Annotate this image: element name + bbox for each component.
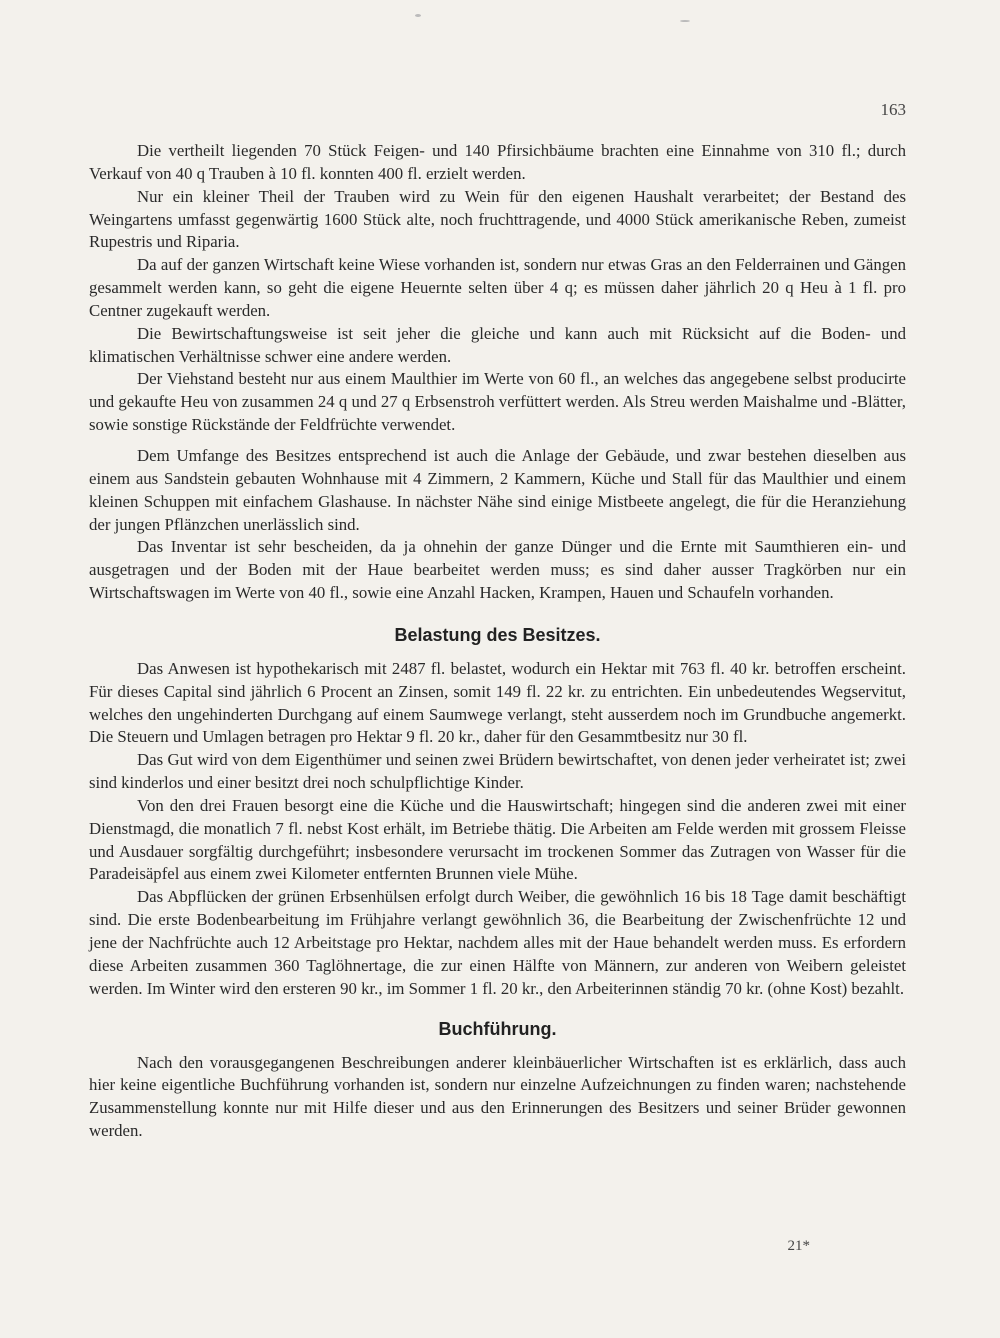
paragraph: Das Inventar ist sehr bescheiden, da ja ohnehin der ganze Dünger und die Ernte mit Saumthieren ein- und ausgetragen und der Boden mit der Haue bearbeitet werden muss; es sind daher ausser Tragkörben nur ein Wirtschaftswagen im Werte von 40 fl., sowie eine Anzahl Hacken, Krampen, Hauen und Schaufeln vorhanden. [89, 537, 906, 603]
page-number: 163 [880, 100, 906, 119]
paragraph: Da auf der ganzen Wirtschaft keine Wiese vorhanden ist, sondern nur etwas Gras an den Felderrainen und Gängen gesammelt werden kann, so geht die eigene Heuernte selten über 4 q; es müssen daher jährlich 20 q Heu à 1 fl. pro Centner zugekauft werden. [89, 255, 906, 320]
paragraph: Nur ein kleiner Theil der Trauben wird zu Wein für den eigenen Haushalt verarbeitet; der Bestand des Weingartens umfasst gegenwärtig 1600 Stück alte, noch fruchttragende, und 4000 Stück amerikanische Reben, zumeist Rupestris und Riparia. [89, 186, 906, 252]
scan-speck [415, 14, 421, 17]
paragraph: Der Viehstand besteht nur aus einem Maulthier im Werte von 60 fl., an welches das angegebene selbst producirte und gekaufte Heu von zusammen 24 q und 27 q Erbsenstroh verfüttert werden. Als Streu werden Maishalme und -Blätter, sowie sonstige Rückstände der Feldfrüchte verwendet. [89, 369, 906, 435]
paragraph: Nach den vorausgegangenen Beschreibungen anderer kleinbäuerlicher Wirtschaften ist es erklärlich, dass auch hier keine eigentliche Buchführung vorhanden ist, sondern nur einzelne Aufzeichnungen zu finden waren; nachstehende Zusammenstellung konnte nur mit Hilfe dieser und aus den Erinnerungen des Besitzers und seiner Brüder gewonnen werden. [89, 1052, 906, 1141]
paragraph: Das Abpflücken der grünen Erbsenhülsen erfolgt durch Weiber, die gewöhnlich 16 bis 18 Tage damit beschäftigt sind. Die erste Bodenbearbeitung im Frühjahre verlangt gewöhnlich 36, die Bearbeitung der Zwischenfrüchte 12 und jene der Nachfrüchte auch 12 Arbeitstage pro Hektar, nachdem alles mit der Haue behandelt werden muss. Es erfordern diese Arbeiten zusammen 360 Taglöhnertage, die zur einen Hälfte von Männern, zur anderen von Weibern geleistet werden. Im Winter wird den ersteren 90 kr., im Sommer 1 fl. 20 kr., den Arbeiterinnen ständig 70 kr. (ohne Kost) bezahlt. [89, 887, 906, 998]
paragraph: Das Anwesen ist hypothekarisch mit 2487 fl. belastet, wodurch ein Hektar mit 763 fl. 40 kr. betroffen erscheint. Für dieses Capital sind jährlich 6 Procent an Zinsen, somit 149 fl. 22 kr. zu entrichten. Ein unbedeutendes Wegservitut, welches den ungehinderten Durchgang auf einem Saumwege verlangt, steht ausserdem noch im Grundbuche angemerkt. Die Steuern und Umlagen betragen pro Hektar 9 fl. 20 kr., daher für den Gesammtbesitz nur 30 fl. [89, 658, 906, 747]
paragraph: Dem Umfange des Besitzes entsprechend ist auch die Anlage der Gebäude, und zwar bestehen dieselben aus einem aus Sandstein gebauten Wohnhause mit 4 Zimmern, 2 Kammern, Küche und Stall für das Maulthier und einem kleinen Schuppen mit einfachem Glashause. In nächster Nähe sind einige Mistbeete angelegt, die für die Heranziehung der jungen Pflänzchen unerlässlich sind. [89, 445, 906, 534]
section-heading-belastung: Belastung des Besitzes. [394, 624, 601, 645]
scan-speck [680, 20, 690, 22]
main-text [89, 140, 906, 1143]
paragraph: Das Gut wird von dem Eigenthümer und seinen zwei Brüdern bewirtschaftet, von denen jeder verheiratet ist; zwei sind kinderlos und einer besitzt drei noch schulpflichtige Kinder. [89, 750, 906, 793]
signature-mark: 21* [787, 1238, 810, 1254]
paragraph: Die Bewirtschaftungsweise ist seit jeher die gleiche und kann auch mit Rücksicht auf die Boden- und klimatischen Verhältnisse schwer eine andere werden. [89, 323, 906, 366]
paragraph: Die vertheilt liegenden 70 Stück Feigen- und 140 Pfirsichbäume brachten eine Einnahme von 310 fl.; durch Verkauf von 40 q Trauben à 10 fl. konnten 400 fl. erzielt werden. [89, 141, 906, 183]
paragraph: Von den drei Frauen besorgt eine die Küche und die Hauswirtschaft; hingegen sind die anderen zwei mit einer Dienstmagd, die monatlich 7 fl. nebst Kost erhält, im Betriebe thätig. Die Arbeiten am Felde werden mit grossem Fleisse und Ausdauer sorgfältig durchgeführt; insbesondere verursacht im trockenen Sommer das Zutragen von Wasser für die Paradeisäpfel aus einem zwei Kilometer entfernten Brunnen viele Mühe. [89, 795, 906, 884]
section-heading-buchfuehrung: Buchführung. [438, 1018, 557, 1039]
